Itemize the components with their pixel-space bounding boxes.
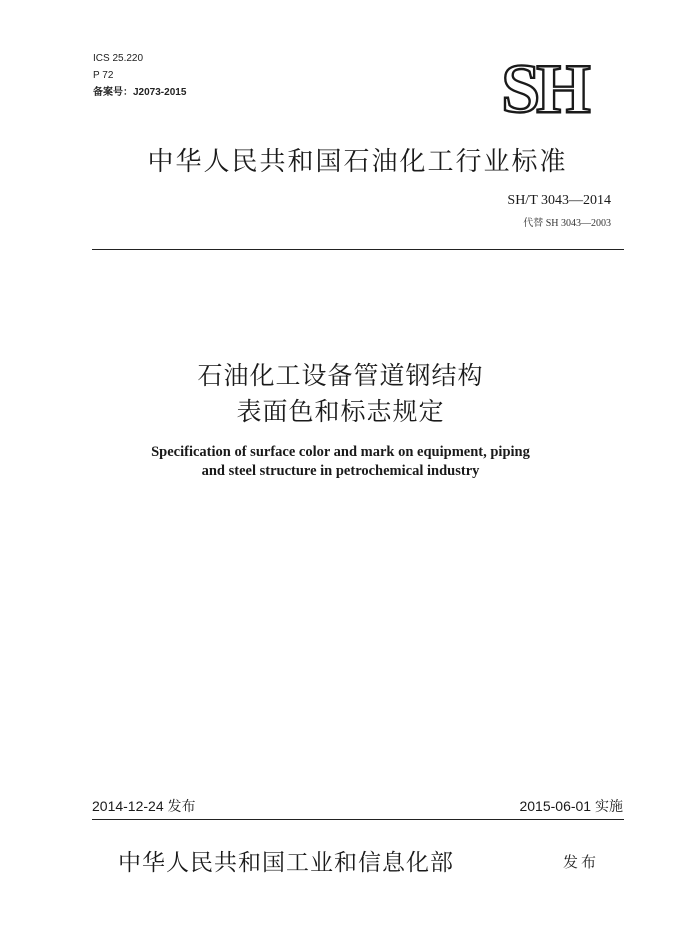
classification-code: P 72 [93, 70, 114, 81]
standard-code: SH/T 3043—2014 [507, 193, 611, 208]
replaced-standard: 代替 SH 3043—2003 [523, 218, 611, 229]
implementation-date: 2015-06-01 实施 [519, 798, 623, 814]
ics-code: ICS 25.220 [93, 53, 144, 64]
issue-date: 2014-12-24 发布 [92, 798, 196, 814]
record-number: 备案号：J2073-2015 [93, 87, 187, 98]
sh-logo [478, 58, 610, 118]
english-title-line-1: Specification of surface color and mark on equipment, piping [151, 444, 530, 460]
bottom-divider [92, 819, 624, 820]
issuing-action: 发布 [563, 853, 600, 871]
english-title-line-2: and steel structure in petrochemical industry [201, 463, 480, 479]
top-divider [92, 249, 624, 250]
standard-category: 中华人民共和国石油化工行业标准 [147, 147, 568, 177]
sh-logo-text: SH [501, 58, 587, 118]
issuing-authority: 中华人民共和国工业和信息化部 [118, 850, 454, 876]
chinese-title-line-2: 表面色和标志规定 [236, 397, 445, 426]
chinese-title-line-1: 石油化工设备管道钢结构 [197, 361, 484, 390]
